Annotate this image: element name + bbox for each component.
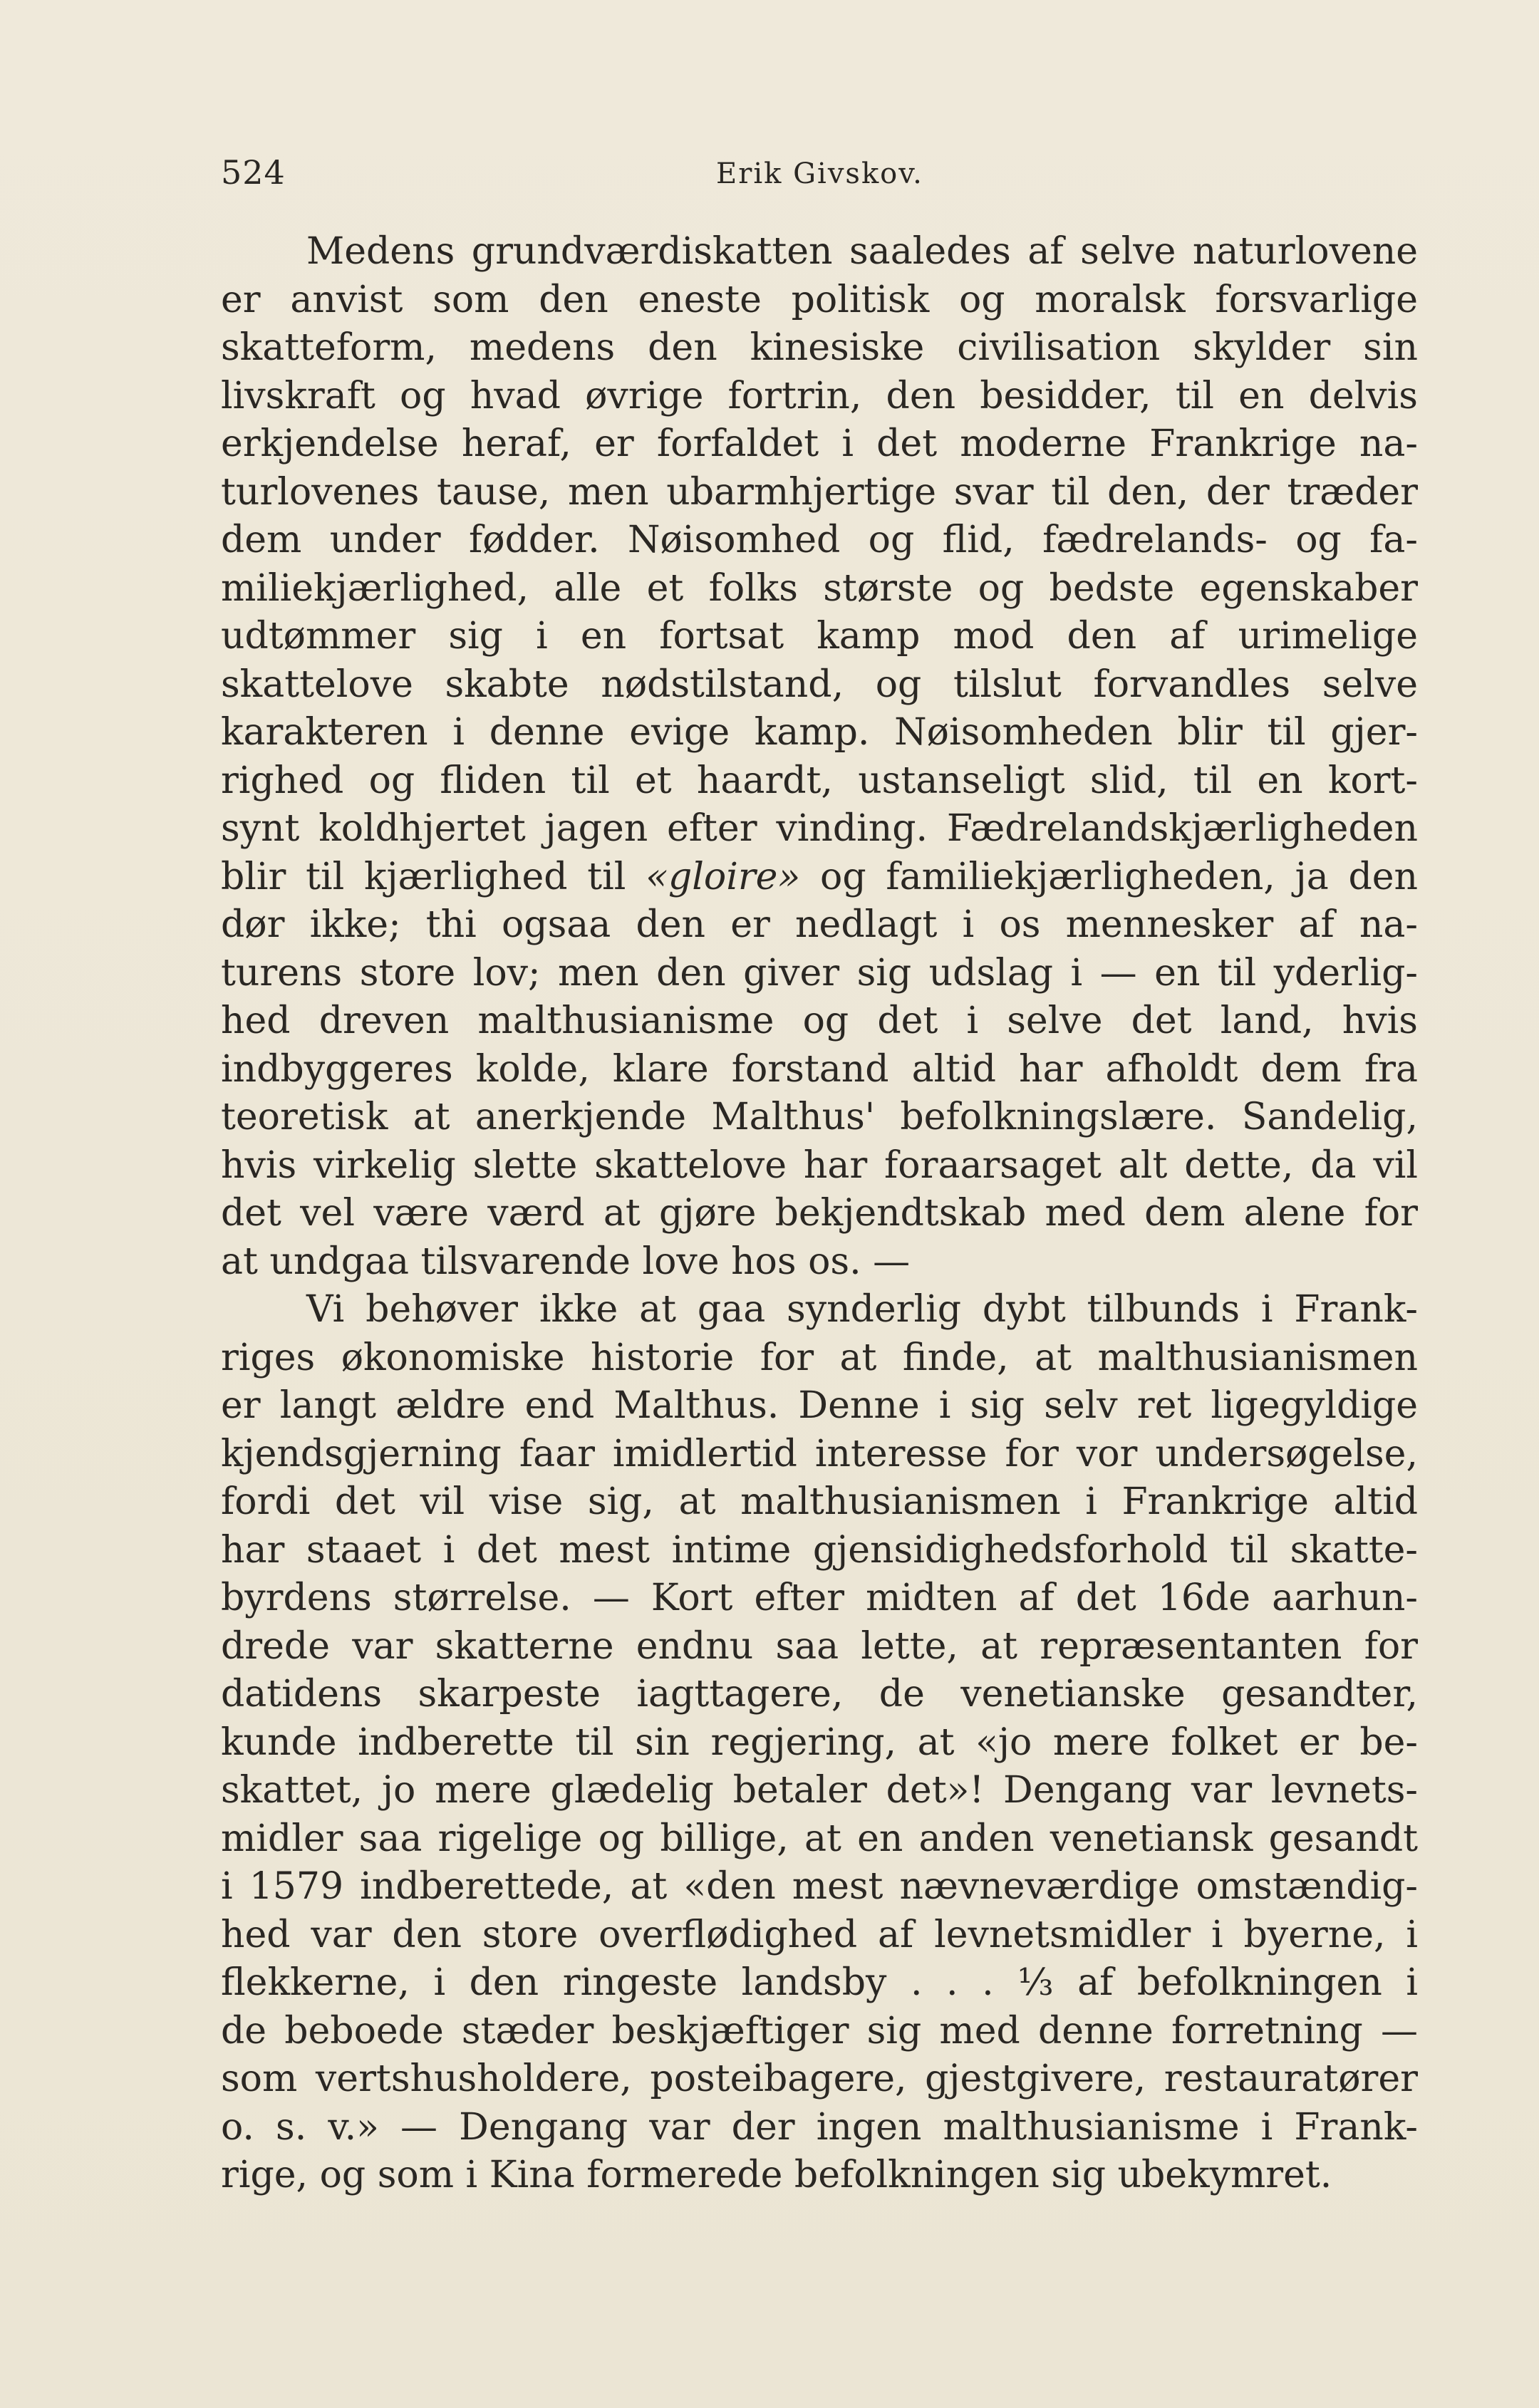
text-line: erkjendelse heraf, er forfaldet i det moderne Frankrige na- — [221, 422, 1418, 465]
text-line: teoretisk at anerkjende Malthus' befolkningslære. Sandelig, — [221, 1096, 1418, 1138]
italic-term: «gloire» — [646, 855, 801, 898]
text-line: datidens skarpeste iagttagere, de venetianske gesandter, — [221, 1673, 1418, 1716]
text-line: har staaet i det mest intime gjensidighedsforhold til skatte- — [221, 1528, 1418, 1572]
text-line: flekkerne, i den ringeste landsby . . . ⅓ af befolkningen i — [221, 1961, 1418, 2004]
text-line: turlovenes tause, men ubarmhjertige svar til den, der træder — [221, 470, 1418, 514]
text-line: skattelove skabte nødstilstand, og tilslut forvandles selve — [221, 663, 1418, 706]
running-head: Erik Givskov. — [716, 157, 923, 190]
text-line: Vi behøver ikke at gaa synderlig dybt tilbunds i Frank- — [306, 1288, 1418, 1331]
text-line: fordi det vil vise sig, at malthusianismen i Frankrige altid — [221, 1480, 1418, 1523]
text-line: hed var den store overflødighed af levnetsmidler i byerne, i — [221, 1913, 1418, 1956]
page-number: 524 — [221, 153, 286, 192]
text-line: rige, og som i Kina formerede befolkningen sig ubekymret. — [221, 2154, 1332, 2196]
text-line: Medens grundværdiskatten saaledes af selve naturlovene — [306, 230, 1418, 273]
text-line: midler saa rigelige og billige, at en anden venetiansk gesandt — [221, 1817, 1418, 1860]
text-line: de beboede stæder beskjæftiger sig med denne forretning — — [221, 2009, 1418, 2052]
text-line: righed og fliden til et haardt, ustanseligt slid, til en kort- — [221, 759, 1418, 802]
text-line: synt koldhjertet jagen efter vinding. Fædrelandskjærligheden — [221, 807, 1418, 850]
text-line — [221, 853, 1418, 902]
text-segment: blir til kjærlighed til — [221, 855, 646, 898]
text-line: indbyggeres kolde, klare forstand altid har afholdt dem fra — [221, 1047, 1418, 1091]
text-line: karakteren i denne evige kamp. Nøisomheden blir til gjer- — [221, 711, 1418, 754]
body-text — [221, 228, 1418, 2200]
text-line: at undgaa tilsvarende love hos os. — — [221, 1240, 911, 1283]
text-line: hed dreven malthusianisme og det i selve det land, hvis — [221, 1000, 1418, 1042]
text-line: miliekjærlighed, alle et folks største og bedste egenskaber — [221, 566, 1418, 610]
text-line: hvis virkelig slette skattelove har foraarsaget alt dette, da vil — [221, 1143, 1418, 1187]
text-line: dem under fødder. Nøisomhed og flid, fædrelands- og fa- — [221, 519, 1418, 561]
text-line: udtømmer sig i en fortsat kamp mod den af urimelige — [221, 615, 1418, 658]
page-header — [221, 153, 1418, 203]
text-line: skatteform, medens den kinesiske civilisation skylder sin — [221, 326, 1418, 369]
text-line: som vertshusholdere, posteibagere, gjestgivere, restauratører — [221, 2057, 1418, 2100]
text-line: kjendsgjerning faar imidlertid interesse for vor undersøgelse, — [221, 1432, 1418, 1475]
text-line: det vel være værd at gjøre bekjendtskab med dem alene for — [221, 1192, 1418, 1235]
text-line: byrdens størrelse. — Kort efter midten af det 16de aarhun- — [221, 1577, 1418, 1619]
text-line: er anvist som den eneste politisk og moralsk forsvarlige — [221, 278, 1418, 321]
text-line: turens store lov; men den giver sig udslag i — en til yderlig- — [221, 951, 1418, 995]
text-line: o. s. v.» — Dengang var der ingen malthusianisme i Frank- — [221, 2105, 1418, 2149]
text-line: skattet, jo mere glædelig betaler det»! Dengang var levnets- — [221, 1769, 1418, 1812]
text-line: kunde indberette til sin regjering, at «jo mere folket er be- — [221, 1721, 1418, 1764]
text-line: dør ikke; thi ogsaa den er nedlagt i os mennesker af na- — [221, 903, 1418, 946]
text-line: livskraft og hvad øvrige fortrin, den besidder, til en delvis — [221, 374, 1418, 417]
text-line: drede var skatterne endnu saa lette, at repræsentanten for — [221, 1624, 1418, 1668]
text-line: i 1579 indberettede, at «den mest nævneværdige omstændig- — [221, 1865, 1418, 1908]
text-line: riges økonomiske historie for at finde, at malthusianismen — [221, 1336, 1418, 1379]
text-segment: og familiekjærligheden, ja den — [800, 855, 1418, 898]
text-line: er langt ældre end Malthus. Denne i sig selv ret ligegyldige — [221, 1384, 1418, 1427]
